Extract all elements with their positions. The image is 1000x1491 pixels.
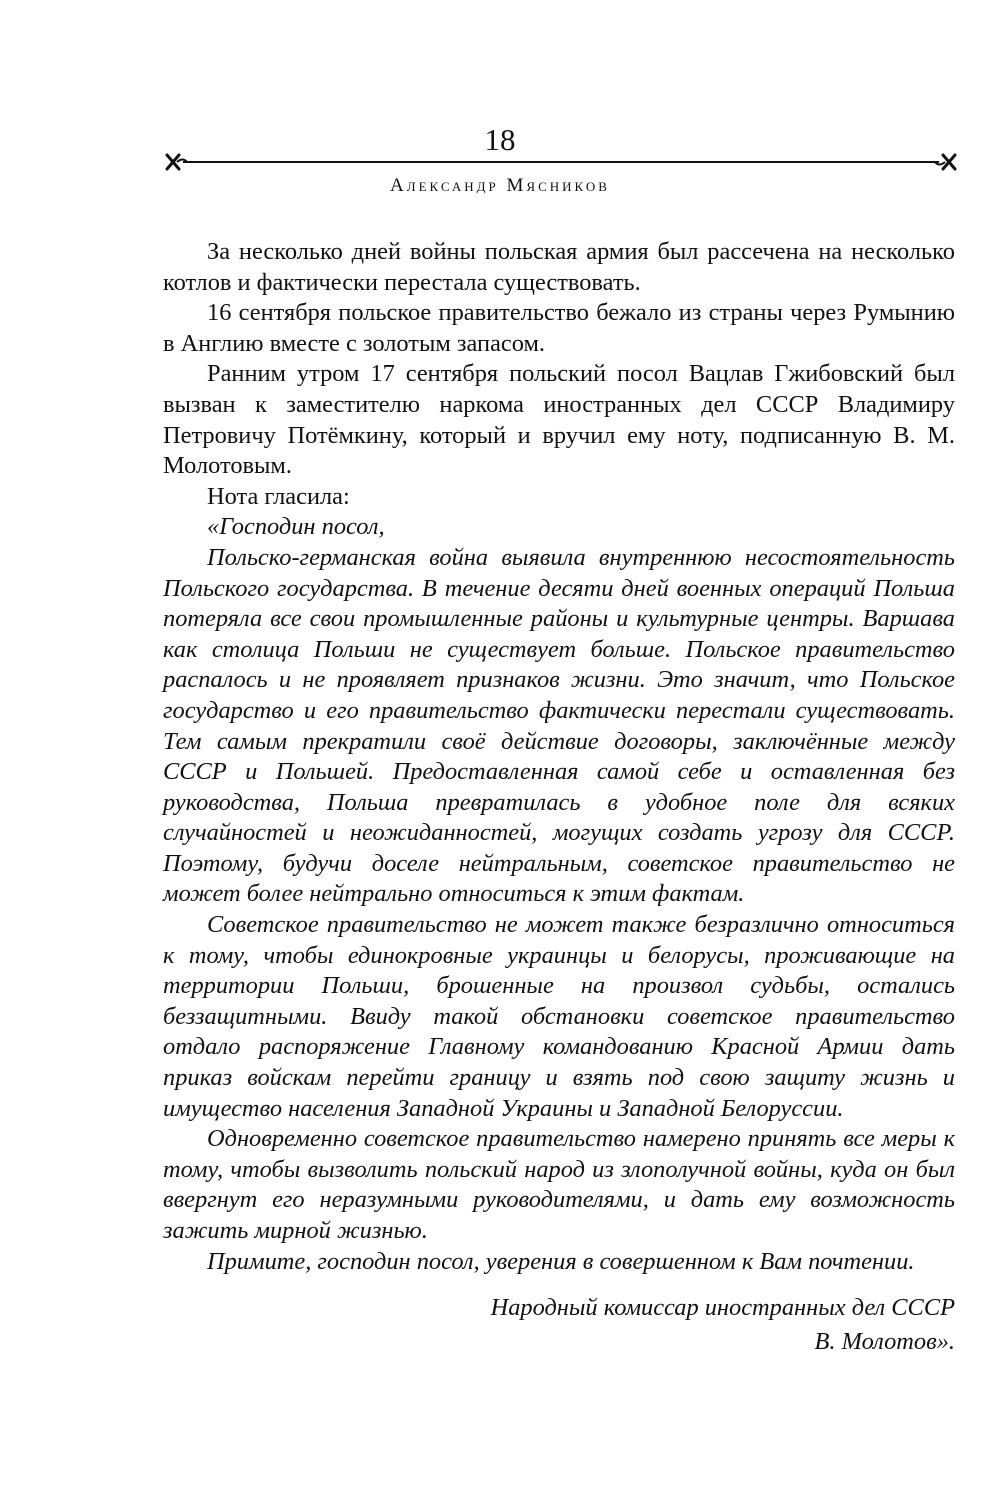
note-paragraph: Одновременно советское правительство намерено принять все меры к тому, чтобы вызволить польский народ из злополучной войны, куда он был ввергнут его неразумными руководителями, и дать ему возможность зажить мирной жизнью. [163, 1125, 955, 1244]
signature-block [163, 1291, 955, 1359]
note-paragraph: Советское правительство не может также безразлично относиться к тому, чтобы единокровные украинцы и белорусы, проживающие на территории Польши, брошенные на произвол судьбы, остались беззащитными. Ввиду такой обстановки советское правительство отдало распоряжение Главному командованию Красной Армии дать приказ войскам перейти границу и взять под свою защиту жизнь и имущество населения Западной Украины и Западной Белоруссии. [163, 911, 955, 1122]
signature-name: В. Молотов». [814, 1328, 955, 1356]
paragraph: Ранним утром 17 сентября польский посол Вацлав Гжибовский был вызван к заместителю наркома иностранных дел СССР Владимиру Петровичу Потёмкину, который и вручил ему ноту, подписанную В. М. Молотовым. [163, 360, 955, 480]
paragraph: Нота гласила: [207, 482, 350, 510]
note-salutation: «Господин посол, [207, 513, 385, 541]
note-paragraph: Польско-германская война выявила внутреннюю несостоятельность Польского государства. В течение десяти дней военных операций Польша потеряла все свои промышленные районы и культурные центры. Варшава как столица Польши не существует больше. Польское правительство распалось и не проявляет признаков жизни. Это значит, что Польское государство и его правительство фактически перестали существовать. Тем самым прекратили своё действие договоры, заключённые между СССР и Польшей. Предоставленная самой себе и оставленная без руководства, Польша превратилась в удобное поле для всяких случайностей и неожиданностей, могущих создать угрозу для СССР. Поэтому, будучи доселе нейтральным, советское правительство не может более нейтрально относиться к этим фактам. [163, 543, 955, 908]
page-number: 18 [484, 122, 516, 157]
ornamental-rule [165, 150, 957, 174]
paragraph: За несколько дней войны польская армия был рассечена на несколько котлов и фактически перестала существовать. [163, 238, 955, 296]
body-text [163, 237, 955, 1359]
running-head: Александр Мясников [390, 175, 610, 196]
note-closing: Примите, господин посол, уверения в совершенном к Вам почтении. [207, 1247, 915, 1275]
paragraph: 16 сентября польское правительство бежало из страны через Румынию в Англию вместе с золотым запасом. [163, 299, 955, 357]
signature-title: Народный комиссар иностранных дел СССР [490, 1294, 955, 1322]
